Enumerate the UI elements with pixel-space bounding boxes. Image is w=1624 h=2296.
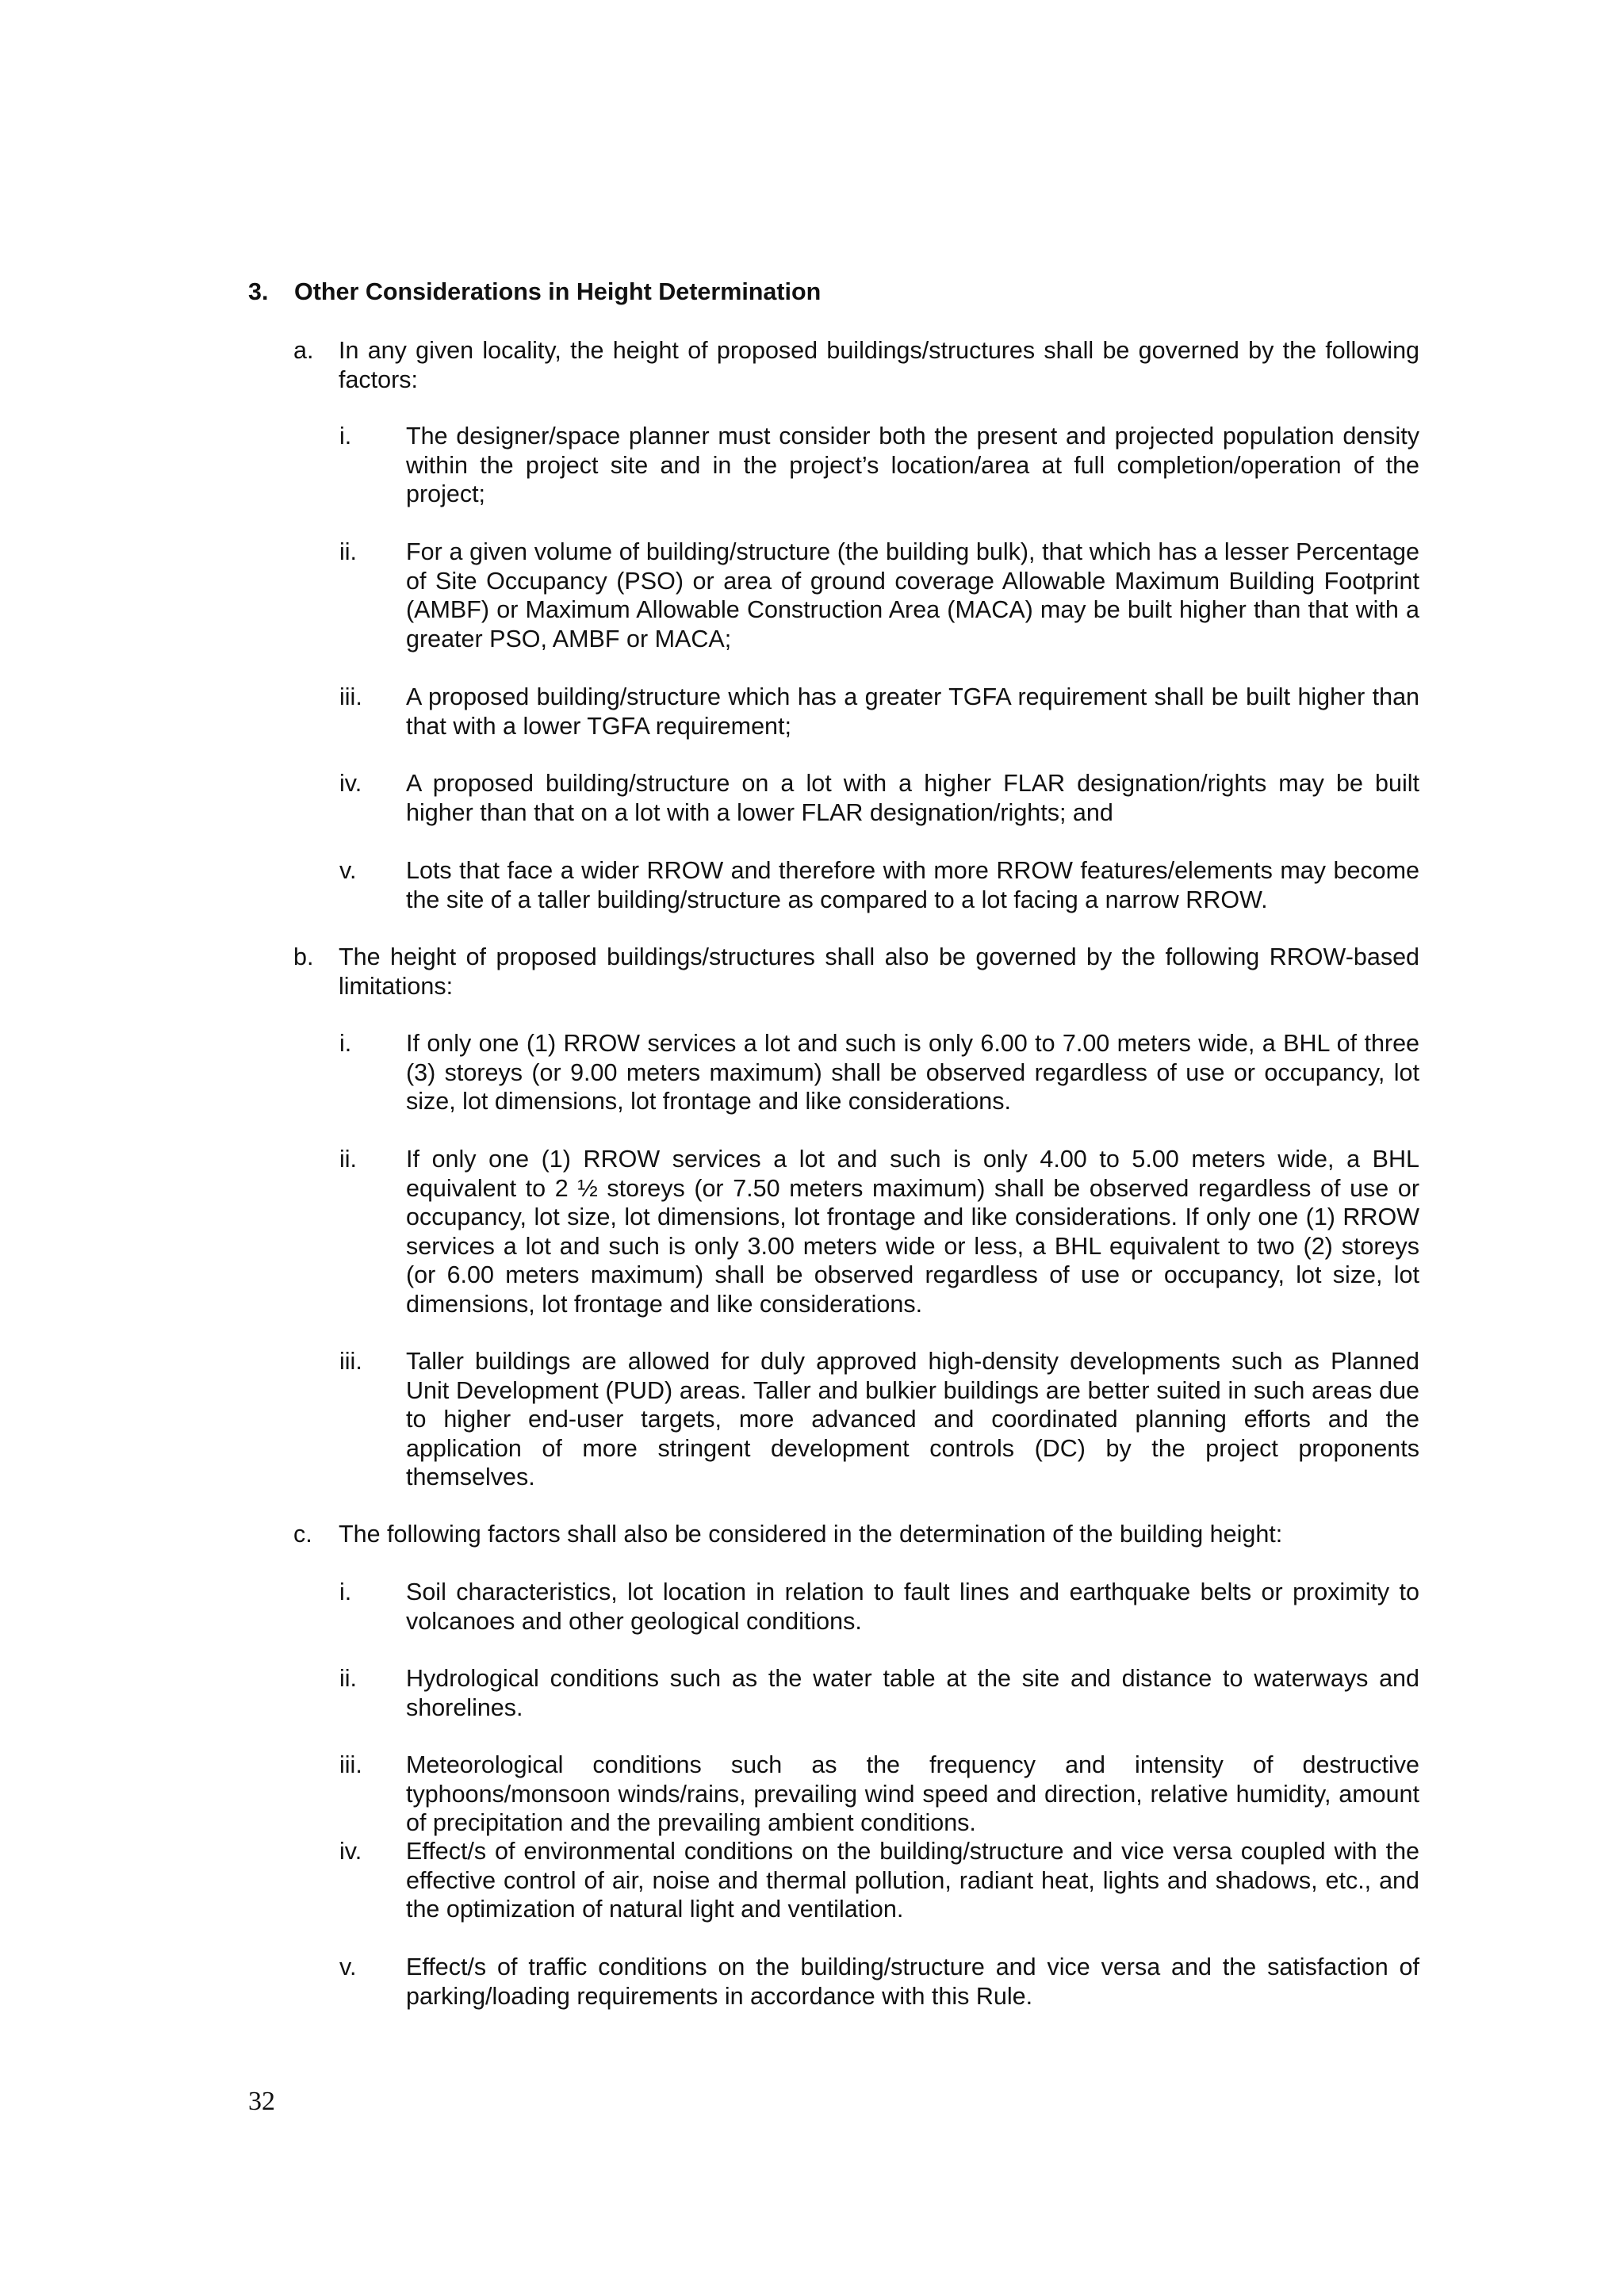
list-item [339, 1578, 1419, 1636]
section-number: 3. [248, 278, 269, 305]
section-heading [248, 277, 821, 307]
item-text: A proposed building/structure on a lot with a higher FLAR designation/rights may be built higher than that on a lot with a lower FLAR designation/rights; and [406, 770, 1419, 826]
item-text: Meteorological conditions such as the frequency and intensity of destructive typhoons/monsoon winds/rains, prevailing wind speed and direction, relative humidity, amount of precipitation and the prevailing ambient conditions. [406, 1751, 1419, 1836]
page-number: 32 [248, 2087, 275, 2116]
item-label: iv. [339, 1838, 362, 1865]
subsection-c [293, 1520, 1419, 1549]
item-label: iii. [339, 1348, 362, 1375]
list-item [339, 1029, 1419, 1116]
list-item [339, 1751, 1419, 1838]
list-item [339, 683, 1419, 740]
item-text: For a given volume of building/structure (the building bulk), that which has a lesser Percentage of Site Occupancy (PSO) or area of ground coverage Allowable Maximum Building Footprint (AMBF) or Maximum Allowable Construction Area (MACA) may be built higher than that with a greater PSO, AMBF or MACA; [406, 538, 1419, 652]
subsection-label: a. [293, 337, 314, 364]
section-title: Other Considerations in Height Determination [294, 278, 822, 305]
item-label: i. [339, 423, 352, 450]
list-item [339, 422, 1419, 509]
subsection-label: c. [293, 1521, 312, 1548]
list-item [339, 1347, 1419, 1492]
item-label: ii. [339, 1146, 358, 1173]
subsection-text: The height of proposed buildings/structures shall also be governed by the following RROW-based limitations: [339, 943, 1419, 1000]
item-label: iii. [339, 1751, 362, 1778]
item-label: i. [339, 1578, 352, 1605]
list-item [339, 1953, 1419, 2011]
item-label: v. [339, 857, 357, 884]
item-text: If only one (1) RROW services a lot and such is only 4.00 to 5.00 meters wide, a BHL equivalent to 2 ½ storeys (or 7.50 meters maximum) shall be observed regardless of use or occupancy, lot size, lot dimensions, lot frontage and like considerations. If only one (1) RROW services a lot and such is only 3.00 meters wide or less, a BHL equivalent to two (2) storeys (or 6.00 meters maximum) shall be observed regardless of use or occupancy, lot size, lot dimensions, lot frontage and like considerations. [406, 1146, 1419, 1318]
item-text: A proposed building/structure which has a greater TGFA requirement shall be built higher than that with a lower TGFA requirement; [406, 683, 1419, 740]
item-text: Effect/s of traffic conditions on the building/structure and vice versa and the satisfaction of parking/loading requirements in accordance with this Rule. [406, 1954, 1419, 2010]
item-label: ii. [339, 1665, 358, 1692]
list-item [339, 538, 1419, 653]
subsection-label: b. [293, 943, 314, 970]
item-text: Effect/s of environmental conditions on the building/structure and vice versa coupled with the effective control of air, noise and thermal pollution, radiant heat, lights and shadows, etc., and the optimization of natural light and ventilation. [406, 1838, 1419, 1923]
list-item [339, 856, 1419, 914]
subsection-a [293, 336, 1419, 394]
item-text: The designer/space planner must consider both the present and projected population density within the project site and in the project’s location/area at full completion/operation of the project; [406, 423, 1419, 507]
item-text: Soil characteristics, lot location in relation to fault lines and earthquake belts or proximity to volcanoes and other geological conditions. [406, 1578, 1419, 1635]
list-item [339, 1837, 1419, 1924]
item-text: Hydrological conditions such as the water table at the site and distance to waterways and shorelines. [406, 1665, 1419, 1721]
list-item [339, 1145, 1419, 1318]
item-label: iii. [339, 683, 362, 710]
subsection-text: The following factors shall also be considered in the determination of the building height: [339, 1521, 1283, 1548]
subsection-b [293, 943, 1419, 1001]
item-label: v. [339, 1954, 357, 1980]
item-label: i. [339, 1030, 352, 1057]
subsection-text: In any given locality, the height of proposed buildings/structures shall be governed by the following factors: [339, 337, 1419, 393]
list-item [339, 769, 1419, 827]
item-text: Lots that face a wider RROW and therefore with more RROW features/elements may become the site of a taller building/structure as compared to a lot facing a narrow RROW. [406, 857, 1419, 913]
item-text: If only one (1) RROW services a lot and such is only 6.00 to 7.00 meters wide, a BHL of three (3) storeys (or 9.00 meters maximum) shall be observed regardless of use or occupancy, lot size, lot dimensions, lot frontage and like considerations. [406, 1030, 1419, 1115]
item-label: ii. [339, 538, 358, 565]
item-label: iv. [339, 770, 362, 797]
item-text: Taller buildings are allowed for duly approved high-density developments such as Planned Unit Development (PUD) areas. Taller and bulkier buildings are better suited in such areas due to higher end-user targets, more advanced and coordinated planning efforts and the application of more stringent development controls (DC) by the project proponents themselves. [406, 1348, 1419, 1490]
list-item [339, 1664, 1419, 1722]
